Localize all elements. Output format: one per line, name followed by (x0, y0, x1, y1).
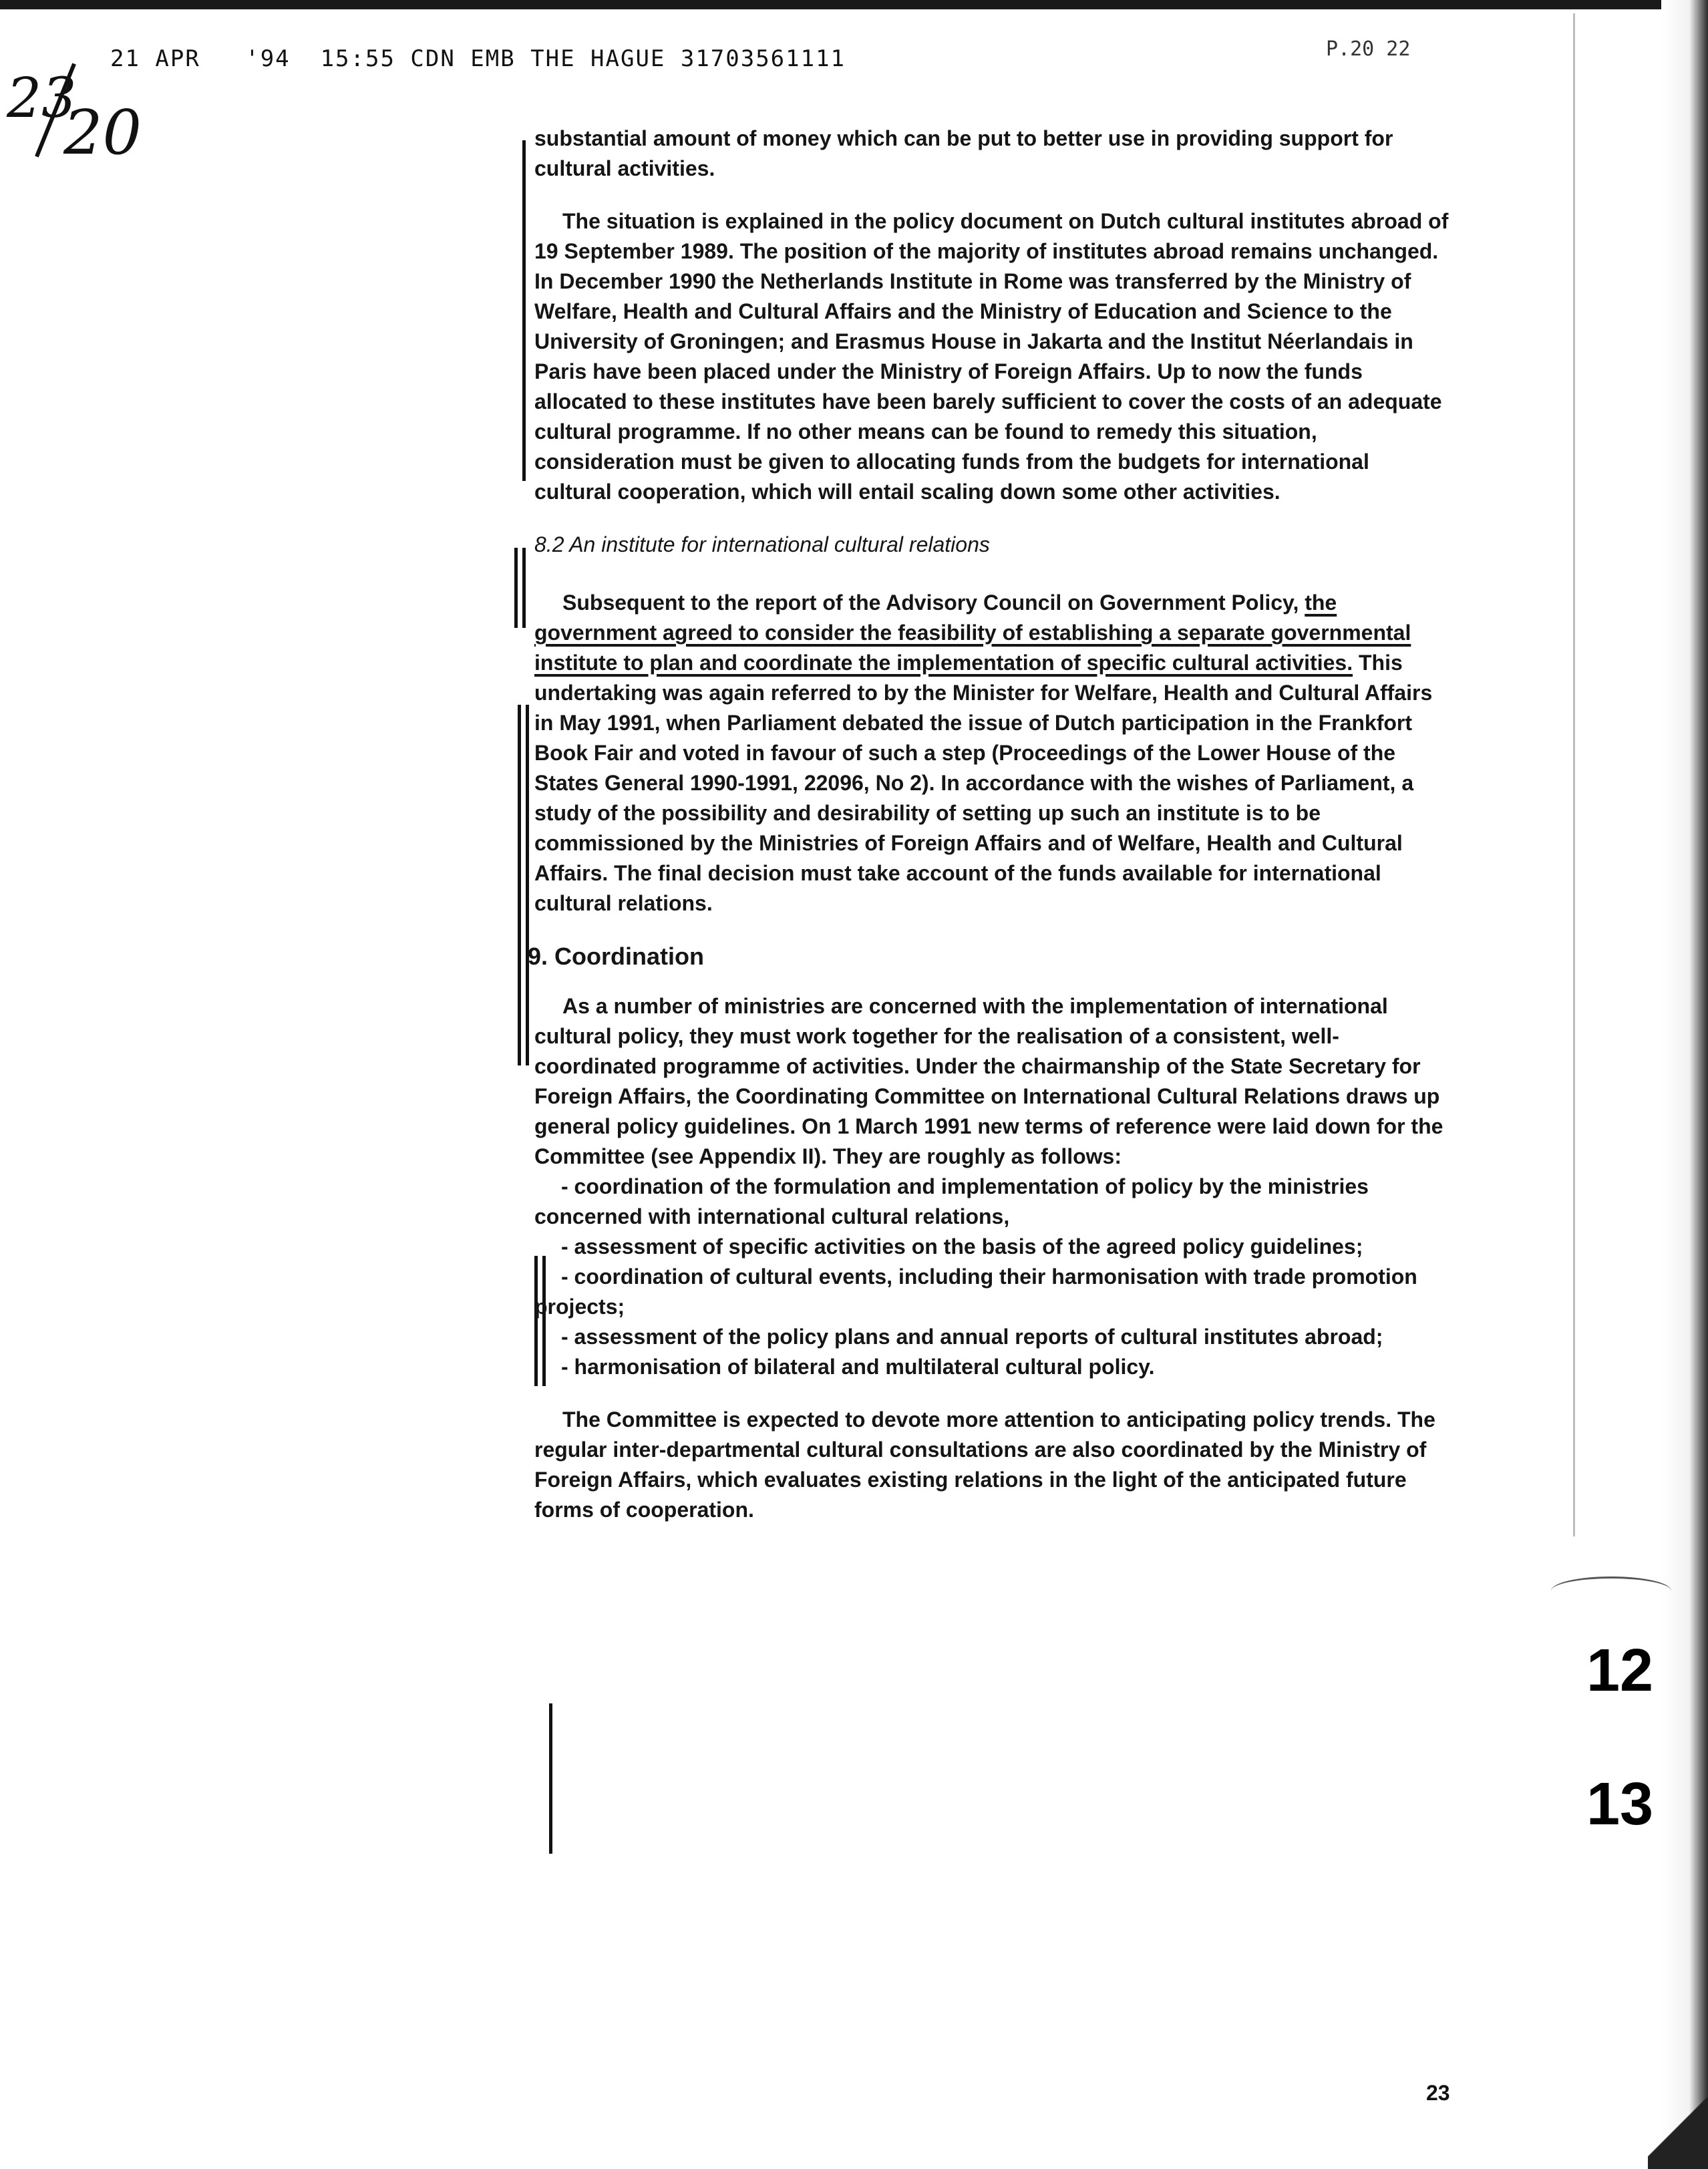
list-item-4: - assessment of the policy plans and annual reports of cultural institutes abroad; (561, 1325, 1383, 1349)
paragraph-3-rest: This undertaking was again referred to by the Minister for Welfare, Health and Cultural Affairs in May 1991, when Parliament debated the issue of Dutch participation in the Frankfort Book Fair and voted in favour of such a step (Proceedings of the Lower House of the States General 1990-1991, 22096, No 2). In accordance with the wishes of Parliament, a study of the possibility and desirability of setting up such an institute is to be commissioned by the Ministries of Foreign Affairs and of Welfare, Health and Cultural Affairs. The final decision must take account of the funds available for international cultural relations. (534, 651, 1433, 915)
list-item-5: - harmonisation of bilateral and multilateral cultural policy. (561, 1355, 1155, 1379)
list-item-1: - coordination of the formulation and implementation of policy by the ministries concerned with international cultural relations, (534, 1174, 1369, 1228)
margin-bar-2b (522, 548, 526, 628)
paragraph-3-start: Subsequent to the report of the Advisory Council on Government Policy, (562, 591, 1305, 615)
handwritten-page-bottom: 20 (63, 97, 142, 168)
paragraph-3-underlined: the government agreed to consider the feasibility of establishing a separate governmental institute to plan and coordinate the implementation of specific cultural activities. (534, 591, 1411, 675)
margin-bar-2a (514, 548, 518, 628)
side-number-12: 12 (1586, 1637, 1654, 1704)
paragraph-5: The Committee is expected to devote more attention to anticipating policy trends. The regular inter-departmental cultural consultations are also coordinated by the Ministry of Foreign Affairs, which evaluates existing relations in the light of the anticipated future forms of cooperation. (534, 1407, 1435, 1522)
fax-header-line: 21 APR '94 15:55 CDN EMB THE HAGUE 31703561111 (110, 45, 846, 72)
scan-fold-line (1573, 13, 1575, 1536)
side-number-13: 13 (1586, 1771, 1654, 1838)
document-body (528, 124, 1449, 1525)
paragraph-2: The situation is explained in the policy document on Dutch cultural institutes abroad of 19 September 1989. The position of the majority of institutes abroad remains unchanged. In December 1990 the Netherlands Institute in Rome was transferred by the Ministry of Welfare, Health and Cultural Affairs and the Ministry of Education and Science to the University of Groningen; and Erasmus House in Jakarta and the Institut Néerlandais in Paris have been placed under the Ministry of Foreign Affairs. Up to now the funds allocated to these institutes have been barely sufficient to cover the costs of an adequate cultural programme. If no other means can be found to remedy this situation, consideration must be given to allocating funds from the budgets for international cultural cooperation, which will entail scaling down some other activities. (534, 209, 1449, 504)
fax-page-ref: P.20 22 (1326, 37, 1411, 61)
paragraph-1: substantial amount of money which can be put to better use in providing support for cultural activities. (534, 126, 1393, 180)
handwritten-page-top: 23 (7, 67, 77, 130)
paragraph-4: As a number of ministries are concerned with the implementation of international cultural policy, they must work together for the realisation of a consistent, well-coordinated programme of activities. Under the chairmanship of the State Secretary for Foreign Affairs, the Coordinating Committee on International Cultural Relations draws up general policy guidelines. On 1 March 1991 new terms of reference were laid down for the Committee (see Appendix II). They are roughly as follows: (534, 994, 1443, 1168)
page-number: 23 (1426, 2081, 1450, 2105)
margin-bar-5 (549, 1703, 552, 1854)
subheading-8-2: 8.2 An institute for international cultural relations (534, 532, 990, 556)
scan-right-edge (1661, 0, 1708, 2169)
scan-page-curve (1551, 1576, 1671, 1605)
margin-bar-1 (522, 140, 526, 481)
margin-bar-3b (526, 705, 529, 1065)
scan-corner-curl (1648, 2082, 1708, 2169)
paragraph-3 (534, 588, 1449, 919)
scan-top-edge (0, 0, 1708, 9)
heading-9-coordination: 9. Coordination (528, 943, 704, 970)
list-item-3: - coordination of cultural events, including their harmonisation with trade promotion projects; (534, 1265, 1417, 1319)
margin-bar-3a (518, 705, 521, 1065)
list-item-2: - assessment of specific activities on the basis of the agreed policy guidelines; (561, 1234, 1363, 1259)
